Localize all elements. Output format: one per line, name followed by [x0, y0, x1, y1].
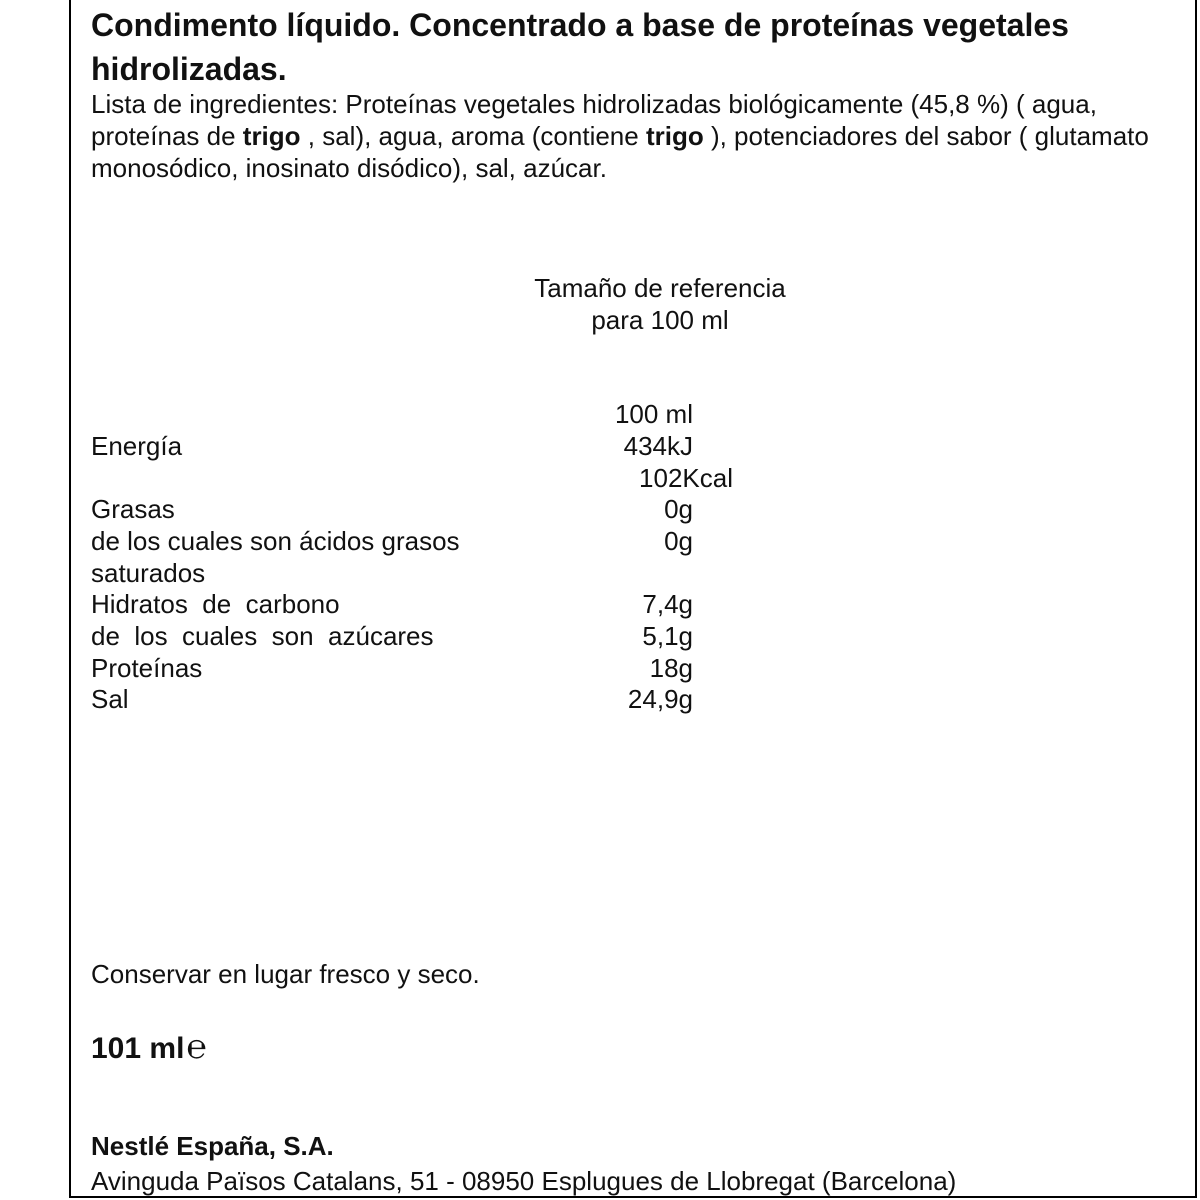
nutrition-value-salt: 24,9g [627, 684, 693, 714]
nutrition-label-energy: Energía [91, 431, 183, 461]
allergen-wheat-1: trigo [242, 121, 301, 151]
nutrition-value-protein: 18g [649, 653, 693, 683]
nutrition-value-energy-kj: 434kJ [623, 431, 693, 461]
ingredients-text-3: ), potenciadores del sabor ( glutamato monosódico, inosinato disódico), sal, azúcar. [91, 121, 1149, 183]
nutrition-value-sugars: 5,1g [642, 621, 693, 651]
nutrition-label-carbs: Hidratos de carbono [91, 589, 340, 619]
estimated-sign-icon: ℮ [186, 1028, 207, 1066]
nutrition-label-sugars: de los cuales son azúcares [91, 621, 434, 651]
nutrition-label-salt: Sal [91, 684, 129, 714]
storage-instructions: Conservar en lugar fresco y seco. [91, 959, 480, 989]
nutrition-label-fat: Grasas [91, 494, 175, 524]
nutrition-label-protein: Proteínas [91, 653, 203, 683]
quantity-value: 101 ml [91, 1032, 185, 1065]
nutrition-value-fat: 0g [664, 494, 693, 524]
company-address: Avinguda Països Catalans, 51 - 08950 Esplugues de Llobregat (Barcelona) [91, 1166, 957, 1196]
nutrition-label-saturated: de los cuales son ácidos grasos [91, 526, 460, 556]
nutrition-value-saturated: 0g [664, 526, 693, 556]
allergen-wheat-2: trigo [645, 121, 704, 151]
reference-size [460, 272, 860, 336]
nutrition-value-carbs: 7,4g [642, 589, 693, 619]
nutrition-column-header: 100 ml [614, 399, 693, 429]
ingredients-text-2: , sal), agua, aroma (contiene [300, 121, 646, 151]
net-quantity [91, 1028, 207, 1068]
company-name: Nestlé España, S.A. [91, 1131, 334, 1161]
nutrition-value-energy-kcal: 102Kcal [639, 463, 733, 493]
nutrition-label-saturated-2: saturados [91, 558, 206, 588]
product-title: Condimento líquido. Concentrado a base de proteínas vegetales hidrolizadas. [91, 7, 1069, 87]
ingredients-list [91, 88, 1181, 184]
reference-line-1: Tamaño de referencia [534, 273, 786, 303]
reference-line-2: para 100 ml [591, 305, 729, 335]
ingredients-text-1: Lista de ingredientes: Proteínas vegetales hidrolizadas biológicamente (45,8 %) ( agua, proteínas de [91, 89, 1097, 151]
